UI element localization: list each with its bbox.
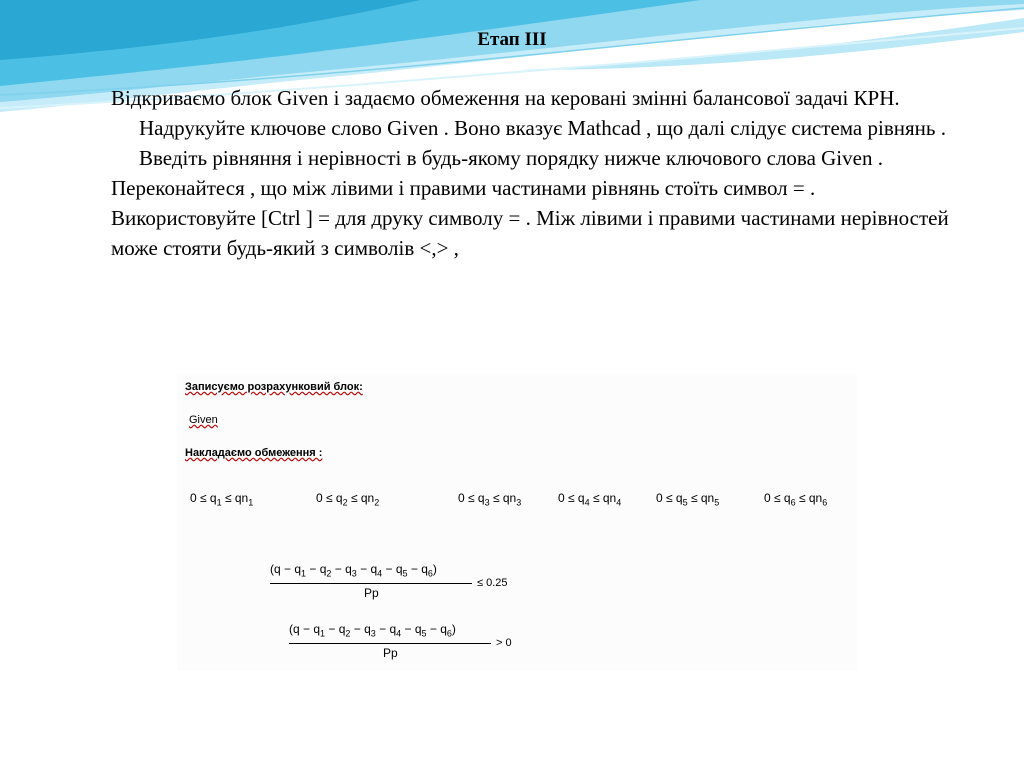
equation-denominator: Pp [383,646,398,660]
equation-denominator: Pp [364,586,379,600]
equation-ratio-le [270,562,530,602]
mathcad-screenshot [177,374,857,670]
constraint-q3: $0 \le q_3 \le qn_3$ [458,491,522,508]
constraint-q1: $0 \le q_1 \le qn_1$ [190,491,254,508]
given-keyword: Given [189,414,218,426]
slide-title: Етап III [477,29,547,50]
constraint-q5: $0 \le q_5 \le qn_5$ [656,491,720,508]
fraction-bar [270,583,472,584]
slide-body [111,83,961,263]
paragraph-equations: Введіть рівняння і нерівності в будь-якому порядку нижче ключового слова Given . Переконайтеся , що між лівими і правими частинами рівнянь стоїть символ = . Використовуйте [Ctrl ] = для друку символу = . Між лівими і правими частинами нерівностей може стояти будь-який з символів <,> , [111,146,949,260]
constraint-q4: $0 \le q_4 \le qn_4$ [558,491,622,508]
equation-relation: > 0 [496,637,512,649]
constraints-heading: Накладаємо обмеження : [185,447,323,459]
fraction-bar [289,643,491,644]
paragraph-intro: Відкриваємо блок Given і задаємо обмеження на керовані змінні балансової задачі КРН. [111,86,900,110]
paragraph-given-keyword: Надрукуйте ключове слово Given . Воно вказує Mathcad , що далі слідує система рівнянь . [139,116,946,140]
equation-numerator: $(q - q_1 - q_2 - q_3 - q_4 - q_5 - q_6)$ [270,562,437,579]
equation-relation: ≤ 0.25 [477,577,508,589]
constraint-q6: $0 \le q_6 \le qn_6$ [764,491,828,508]
equation-ratio-gt [289,622,549,662]
equation-numerator: $(q - q_1 - q_2 - q_3 - q_4 - q_5 - q_6)$ [289,622,456,639]
constraint-q2: $0 \le q_2 \le qn_2$ [316,491,380,508]
block-heading: Записуємо розрахунковий блок: [185,381,363,393]
